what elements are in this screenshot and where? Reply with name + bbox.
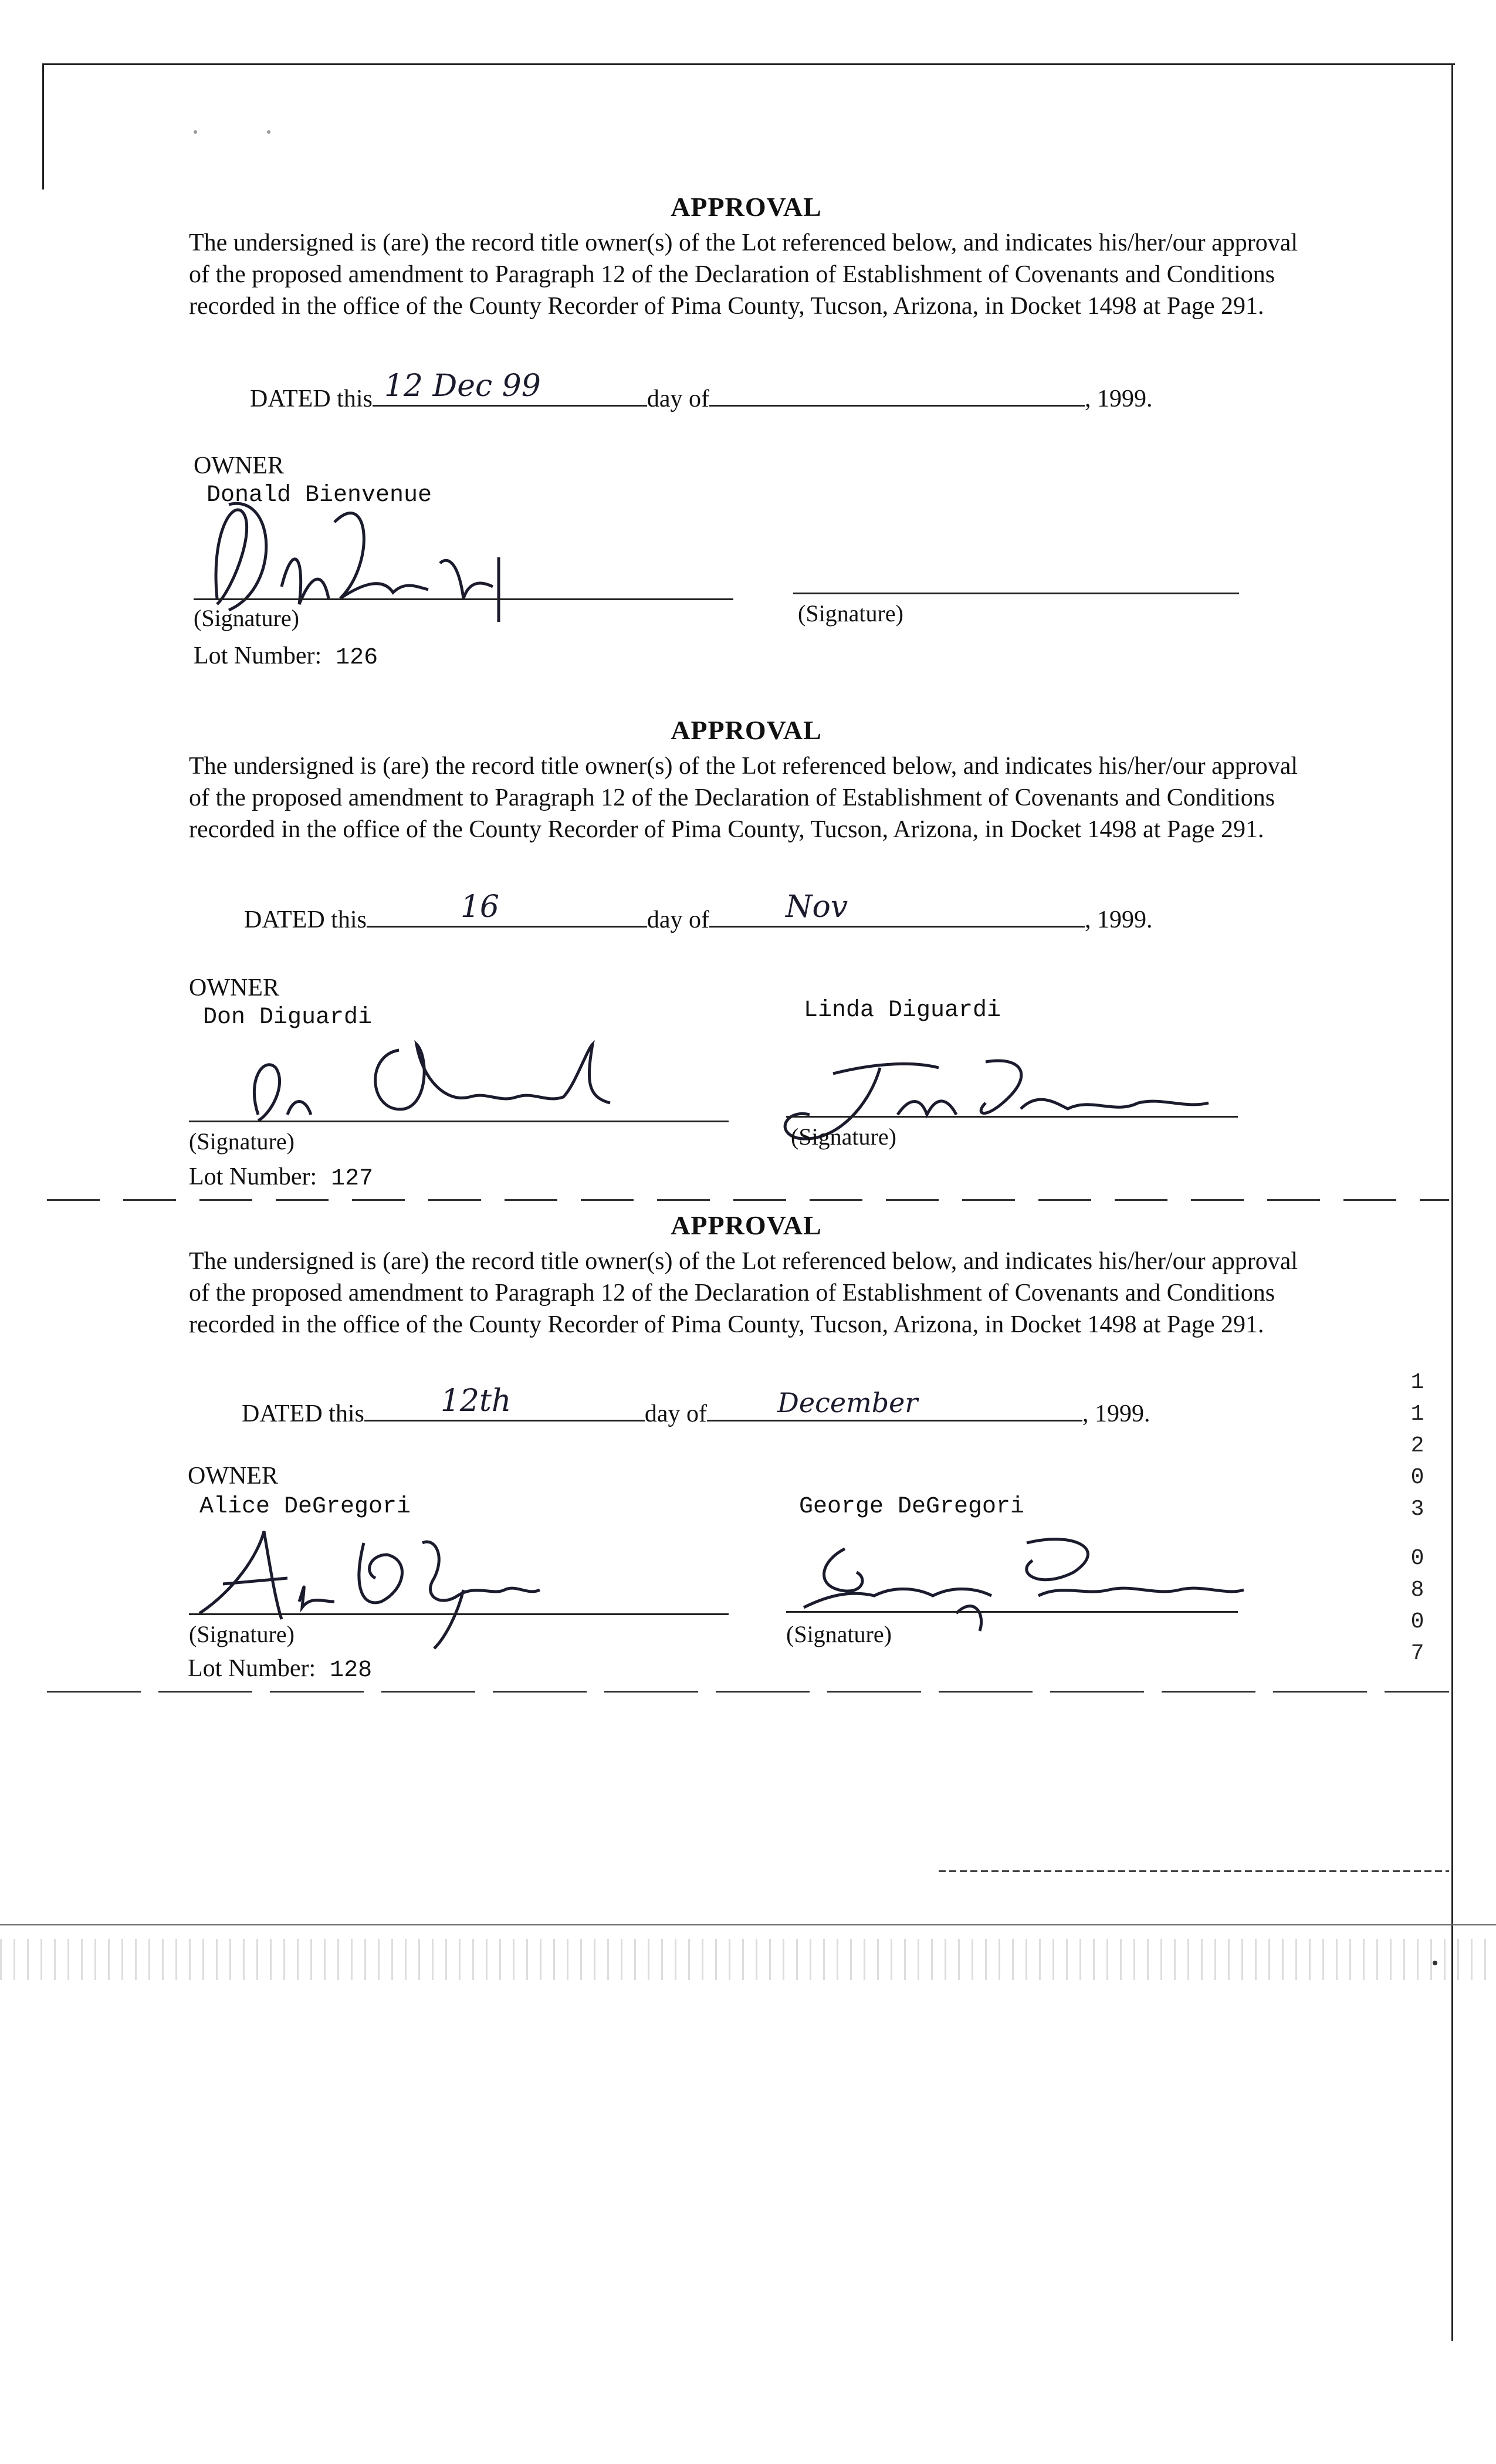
- day-of-label: day of: [647, 906, 709, 933]
- stamp-gap: [1406, 1525, 1429, 1543]
- stamp-digit: 0: [1410, 1465, 1424, 1490]
- page-border-left: [42, 63, 44, 189]
- handwritten-day: 12 Dec 99: [384, 368, 541, 404]
- stamp-digit: 1: [1410, 1370, 1424, 1395]
- signature-line-1[interactable]: [189, 1121, 729, 1122]
- page-border-right: [1451, 63, 1453, 1173]
- day-of-label: day of: [647, 385, 709, 412]
- scan-edge-line: [0, 1924, 1496, 1925]
- section-heading: APPROVAL: [671, 1210, 822, 1240]
- day-field[interactable]: [367, 889, 647, 928]
- cut-line-2: [47, 1691, 1449, 1693]
- stamp-digit: 3: [1410, 1497, 1424, 1522]
- handwritten-month: Nov: [785, 889, 848, 925]
- approval-text: The undersigned is (are) the record title owner(s) of the Lot referenced below, and indicates his/her/our approval of the proposed amendment to Paragraph 12 of the Declaration of Establishment of Covenants and Conditions recorded in the office of the County Recorder of Pima County, Tucson, Arizona, in Docket 1498 at Page 291.: [189, 1248, 1298, 1338]
- month-field[interactable]: [709, 383, 1085, 407]
- signature-label-1: (Signature): [189, 1128, 295, 1155]
- page-border-top: [42, 63, 1455, 65]
- day-field[interactable]: [364, 1383, 645, 1421]
- lot-label: Lot Number:: [188, 1655, 316, 1682]
- owner-label: OWNER: [188, 1463, 278, 1490]
- scan-speck: [267, 130, 270, 134]
- signature-line-2[interactable]: [793, 593, 1239, 594]
- signature-label-1: (Signature): [189, 1621, 295, 1647]
- signature-label-1: (Signature): [194, 605, 299, 631]
- scan-noise-band: [0, 1939, 1496, 1980]
- owner-typed-name-1: Don Diguardi: [203, 1004, 373, 1031]
- signature-line-1[interactable]: [189, 1613, 729, 1615]
- lot-number: 127: [331, 1166, 374, 1192]
- scan-artifact-line: [939, 1870, 1449, 1872]
- stamp-digit: 0: [1410, 1609, 1424, 1634]
- signature-label-2: (Signature): [791, 1123, 896, 1150]
- signature-line-1[interactable]: [194, 598, 733, 600]
- lot-label: Lot Number:: [189, 1163, 317, 1190]
- lot-number: 128: [330, 1657, 373, 1684]
- signature-label-2: (Signature): [798, 600, 903, 627]
- approval-section-2: [189, 715, 1339, 845]
- lot-label: Lot Number:: [194, 642, 322, 669]
- approval-text: The undersigned is (are) the record title owner(s) of the Lot referenced below, and indicates his/her/our approval of the proposed amendment to Paragraph 12 of the Declaration of Establishment of Covenants and Conditions recorded in the office of the County Recorder of Pima County, Tucson, Arizona, in Docket 1498 at Page 291.: [189, 229, 1298, 320]
- owner-label: OWNER: [189, 974, 279, 1001]
- section-heading: APPROVAL: [671, 192, 822, 222]
- stamp-digit: 2: [1410, 1433, 1424, 1458]
- signature-line-2[interactable]: [786, 1611, 1238, 1613]
- stamp-digit: 0: [1410, 1546, 1424, 1571]
- scan-speck: [194, 130, 197, 134]
- owner-label: OWNER: [194, 452, 284, 479]
- signature-line-2[interactable]: [786, 1116, 1238, 1118]
- lot-number-row: [188, 1654, 372, 1684]
- lot-number: 126: [336, 645, 378, 671]
- dated-label: DATED this: [250, 385, 373, 412]
- dated-line-1: [250, 368, 1153, 413]
- scan-speck: [1433, 1961, 1437, 1965]
- owner-typed-name-1: Alice DeGregori: [199, 1494, 411, 1520]
- month-field[interactable]: [709, 889, 1085, 928]
- approval-text: The undersigned is (are) the record title owner(s) of the Lot referenced below, and indicates his/her/our approval of the proposed amendment to Paragraph 12 of the Declaration of Establishment of Covenants and Conditions recorded in the office of the County Recorder of Pima County, Tucson, Arizona, in Docket 1498 at Page 291.: [189, 753, 1298, 843]
- dated-line-3: [242, 1383, 1150, 1428]
- month-field[interactable]: [707, 1387, 1082, 1421]
- handwritten-day: 12th: [440, 1383, 512, 1419]
- day-of-label: day of: [644, 1400, 707, 1427]
- stamp-digit: 1: [1410, 1402, 1424, 1427]
- signature-don-diguardi: [235, 1033, 645, 1138]
- recording-stamp: [1406, 1367, 1429, 1670]
- owner-typed-name-1: Donald Bienvenue: [207, 482, 432, 509]
- day-field[interactable]: [373, 368, 647, 407]
- dated-line-2: [244, 889, 1153, 934]
- lot-number-row: [189, 1163, 373, 1192]
- page-border-right-lower: [1451, 1173, 1453, 2341]
- stamp-digit: 8: [1410, 1578, 1424, 1603]
- dated-label: DATED this: [244, 906, 367, 933]
- stamp-digit: 7: [1410, 1641, 1424, 1666]
- year-label: , 1999.: [1084, 906, 1153, 933]
- cut-line-1: [47, 1199, 1449, 1201]
- handwritten-month: December: [777, 1387, 918, 1419]
- signature-label-2: (Signature): [786, 1621, 892, 1647]
- lot-number-row: [194, 642, 378, 671]
- approval-section-3: [189, 1210, 1339, 1341]
- owner-typed-name-2: George DeGregori: [799, 1494, 1025, 1520]
- owner-typed-name-2: Linda Diguardi: [804, 997, 1001, 1024]
- section-heading: APPROVAL: [671, 715, 822, 745]
- year-label: , 1999.: [1084, 385, 1153, 412]
- year-label: , 1999.: [1082, 1400, 1150, 1427]
- approval-section-1: [189, 191, 1339, 322]
- dated-label: DATED this: [242, 1400, 364, 1427]
- handwritten-day: 16: [460, 889, 500, 925]
